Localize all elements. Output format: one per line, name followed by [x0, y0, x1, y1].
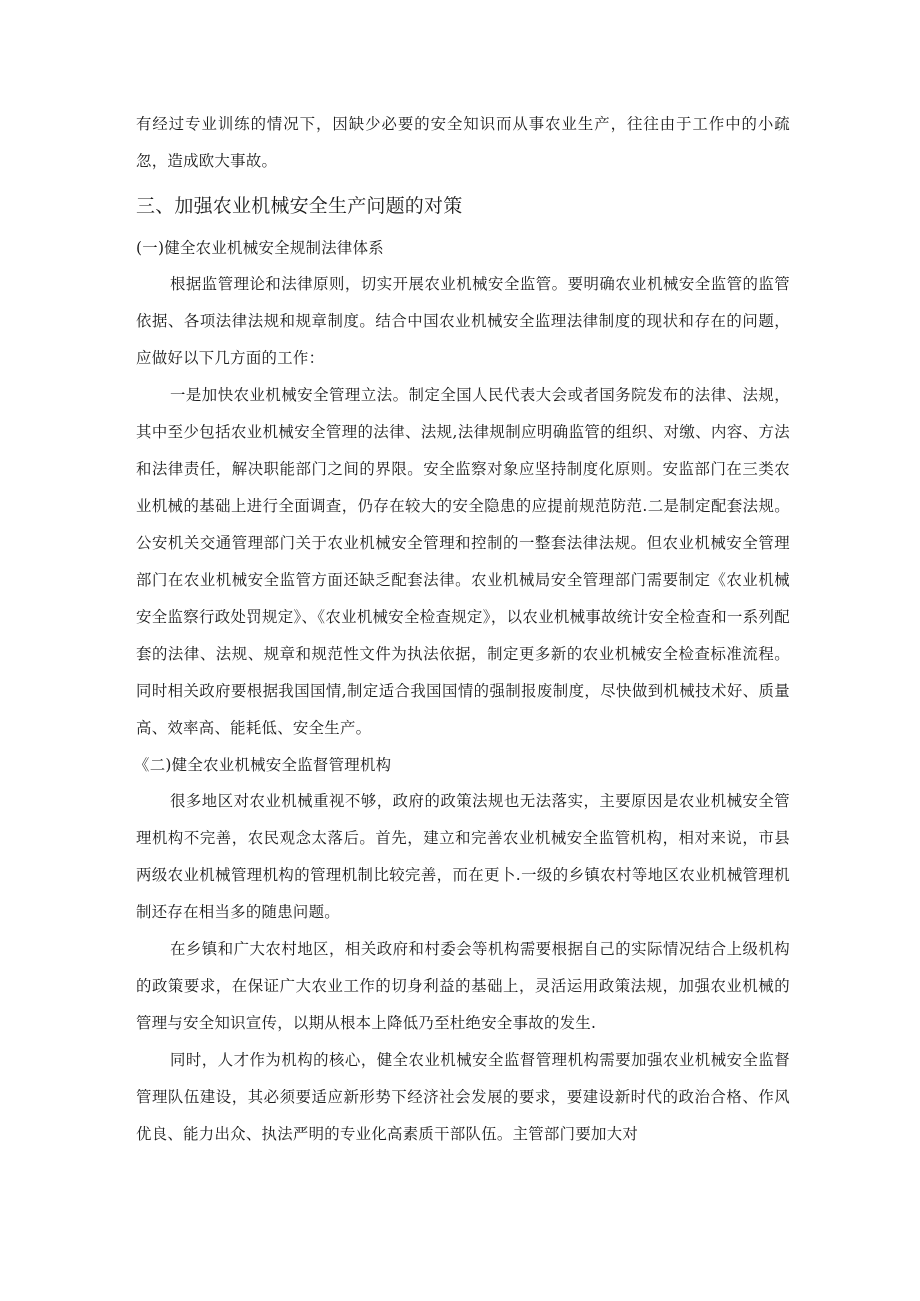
intro-paragraph: 有经过专业训练的情况下，因缺少必要的安全知识而从事农业生产，往往由于工作中的小疏忽，造成欧大事故。	[136, 115, 790, 170]
subsection-1-title: (一)健全农业机械安全规制法律体系	[136, 239, 384, 257]
paragraph: 根据监管理论和法律原则，切实开展农业机械安全监管。要明确农业机械安全监管的监管依据、各项法律法规和规章制度。结合中国农业机械安全监理法律制度的现状和存在的问题，应做好以下几方面的工作：	[136, 275, 790, 367]
paragraph: 同时，人才作为机构的核心，健全农业机械安全监督管理机构需要加强农业机械安全监督管理队伍建设，其必须要适应新形势下经济社会发展的要求，要建设新时代的政治合格、作风优良、能力出众、执法严明的专业化高素质干部队伍。主管部门要加大对	[136, 1051, 790, 1143]
paragraph: 在乡镇和广大农村地区，相关政府和村委会等机构需要根据自己的实际情况结合上级机构的政策要求，在保证广大农业工作的切身利益的基础上，灵活运用政策法规，加强农业机械的管理与安全知识宣传，以期从根本上降低乃至杜绝安全事故的发生.	[136, 940, 790, 1032]
subsection-2-title: 《二)健全农业机械安全监督管理机构	[134, 756, 392, 774]
paragraph: 一是加快农业机械安全管理立法。制定全国人民代表大会或者国务院发布的法律、法规，其中至少包括农业机械安全管理的法律、法规,法律规制应明确监管的组织、对缴、内容、方法和法律责任，解决职能部门之间的界限。安全监察对象应坚持制度化原则。安监部门在三类农业机械的基础上进行全面调查，仍存在较大的安全隐患的应提前规范防范.二是制定配套法规。公安机关交通管理部门关于农业机械安全管理和控制的一整套法律法规。但农业机械安全管理部门在农业机械安全监管方面还缺乏配套法律。农业机械局安全管理部门需要制定《农业机械安全监察行政处罚规定》、《农业机械安全检查规定》，以农业机械事故统计安全检查和一系列配套的法律、法规、规章和规范性文件为执法依据，制定更多新的农业机械安全检查标准流程。同时相关政府要根据我国国情,制定适合我国国情的强制报废制度，尽快做到机械技术好、质量高、效率高、能耗低、安全生产。	[136, 386, 790, 737]
paragraph: 很多地区对农业机械重视不够，政府的政策法规也无法落实，主要原因是农业机械安全管理机构不完善，农民观念太落后。首先，建立和完善农业机械安全监管机构，相对来说，市县两级农业机械管理机构的管理机制比较完善，而在更卜.一级的乡镇农村等地区农业机械管理机制还存在相当多的随患问题。	[136, 792, 790, 921]
document-page	[136, 106, 790, 1153]
section-heading: 三、加强农业机械安全生产问题的对策	[136, 195, 463, 217]
